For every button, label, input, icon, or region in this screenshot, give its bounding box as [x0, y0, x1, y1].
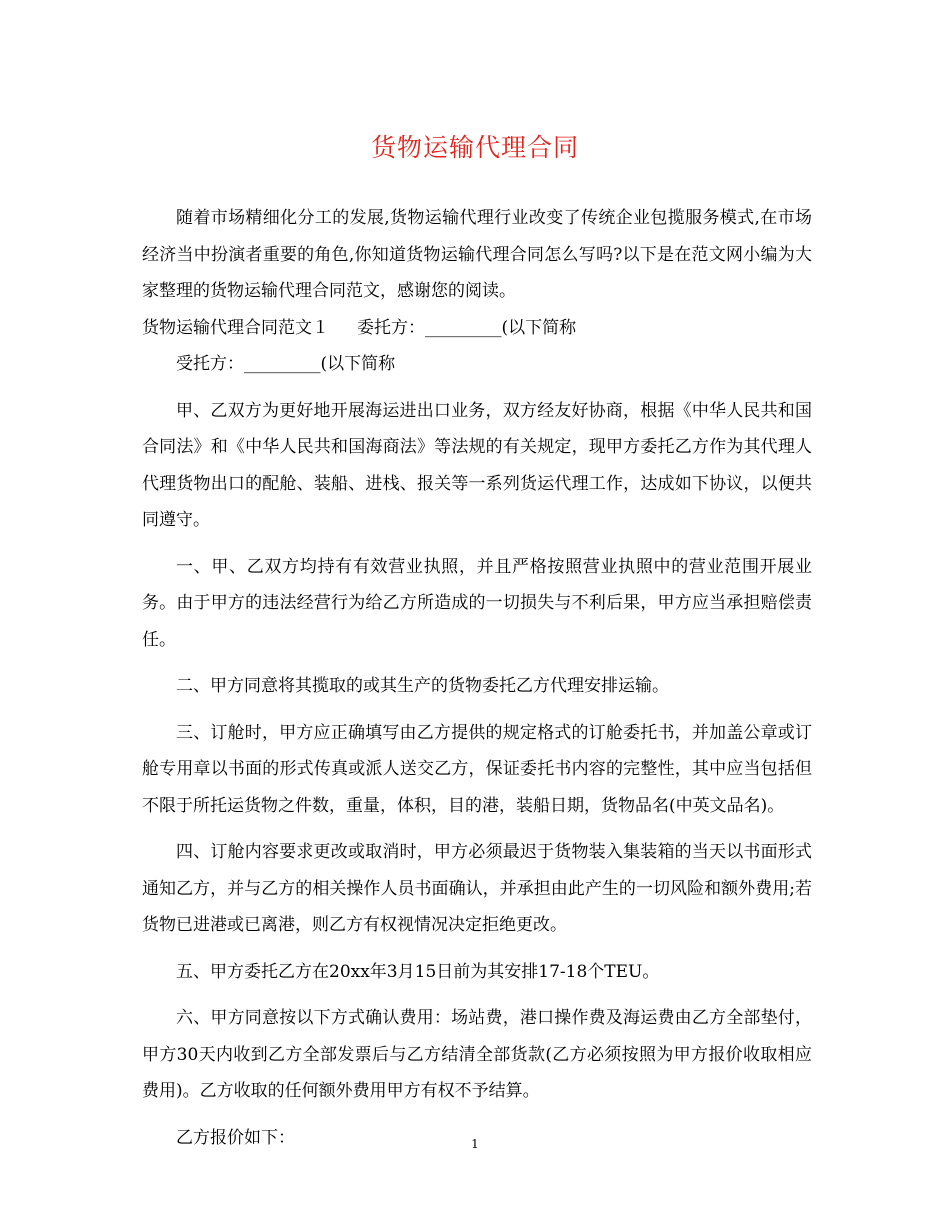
clause-5: 五、甲方委托乙方在20xx年3月15日前为其安排17-18个TEU。: [176, 961, 660, 982]
sample-heading: 货物运输代理合同范文１: [142, 317, 329, 338]
entrusting-party-line: 委托方：_________(以下简称: [357, 317, 577, 338]
intro-paragraph: 随着市场精细化分工的发展,货物运输代理行业改变了传统企业包揽服务模式,在市场经济当中扮演者重要的角色,你知道货物运输代理合同怎么写吗?以下是在范文网小编为大家整理的货物运输代理合同范文，感谢您的阅读。: [142, 208, 812, 301]
clause-2: 二、甲方同意将其揽取的或其生产的货物委托乙方代理安排运输。: [176, 676, 669, 696]
entrusted-party-line: 受托方：_________(以下简称: [176, 354, 396, 374]
page-number: 1: [471, 1137, 479, 1151]
clause-1: 一、甲、乙双方均持有有效营业执照，并且严格按照营业执照中的营业范围开展业务。由于甲方的违法经营行为给乙方所造成的一切损失与不利后果，甲方应当承担赔偿责任。: [142, 556, 812, 650]
preamble-paragraph: 甲、乙双方为更好地开展海运进出口业务，双方经友好协商，根据《中华人民共和国合同法》和《中华人民共和国海商法》等法规的有关规定，现甲方委托乙方作为其代理人代理货物出口的配舱、装船、进栈、报关等一系列货运代理工作，达成如下协议，以便共同遵守。: [142, 400, 812, 530]
document-body: [142, 200, 812, 1156]
clause-6: 六、甲方同意按以下方式确认费用：场站费，港口操作费及海运费由乙方全部垫付，甲方30天内收到乙方全部发票后与乙方结清全部货款(乙方必须按照为甲方报价收取相应费用)。乙方收取的任何额外费用甲方有权不予结算。: [142, 1008, 812, 1101]
document-title: 货物运输代理合同: [370, 133, 579, 162]
clause-4: 四、订舱内容要求更改或取消时，甲方必须最迟于货物装入集装箱的当天以书面形式通知乙方，并与乙方的相关操作人员书面确认，并承担由此产生的一切风险和额外费用;若货物已进港或已离港，则乙方有权视情况决定拒绝更改。: [142, 842, 812, 935]
sample-heading-line: [142, 310, 812, 347]
clause-3: 三、订舱时，甲方应正确填写由乙方提供的规定格式的订舱委托书，并加盖公章或订舱专用章以书面的形式传真或派人送交乙方，保证委托书内容的完整性，其中应当包括但不限于所托运货物之件数，重量，体积，目的港，装船日期，货物品名(中英文品名)。: [142, 722, 812, 816]
quote-intro: 乙方报价如下：: [176, 1127, 295, 1148]
